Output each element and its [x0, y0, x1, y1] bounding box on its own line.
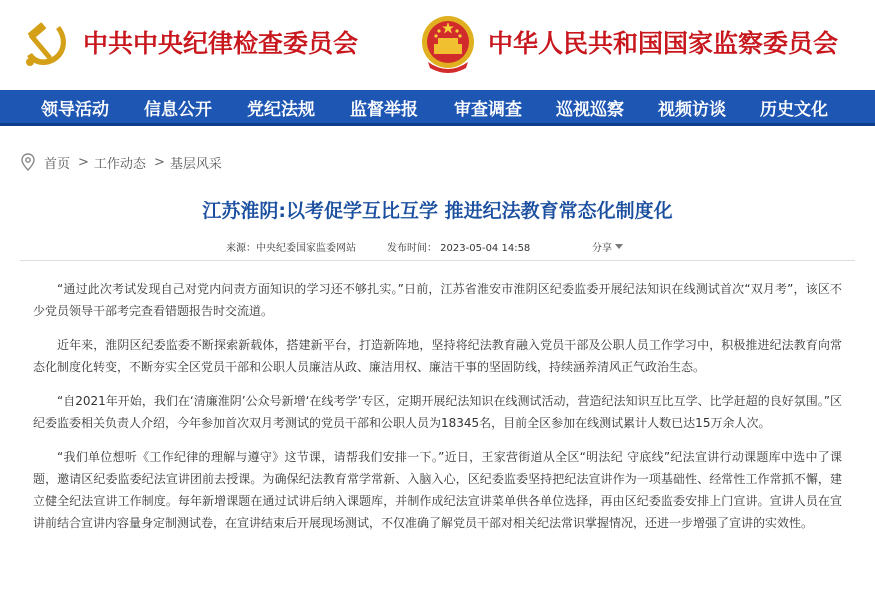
party-emblem-icon[interactable] [20, 18, 74, 72]
breadcrumb [20, 152, 222, 172]
article-body [33, 278, 842, 546]
nav-item-regulations[interactable]: 党纪法规 [247, 100, 315, 120]
site-title-cc: 中共中央纪律检查委员会 [83, 29, 359, 58]
share-label: 分享 [592, 243, 612, 254]
article-paragraph: 近年来，淮阴区纪委监委不断探索新载体，搭建新平台，打造新阵地，坚持将纪法教育融入党员干部及公职人员工作学习中，积极推进纪法教育向常态化制度化转变，不断夯实全区党员干部和公职人员廉洁从政、廉洁用权、廉洁干事的坚固防线，持续涵养清风正气政治生态。 [33, 338, 842, 374]
main-nav [0, 90, 875, 126]
article-paragraph: “我们单位想听《工作纪律的理解与遵守》这节课，请帮我们安排一下。”近日，王家营街道从全区“明法纪 守底线”纪法宣讲行动课题库中选中了课题，邀请区纪委监委纪法宣讲团前去授课。为确保纪法教育常学常新、入脑入心，区纪委监委坚持把纪法宣讲作为一项基础性、经常性工作常抓不懈，建立健全纪法宣讲工作制度。每年新增课题在通过试讲后纳入课题库，并制作成纪法宣讲菜单供各单位选择，再由区纪委监委安排上门宣讲。宣讲人员在宣讲前结合宣讲内容量身定制测试卷，在宣讲结束后开展现场测试，不仅准确了解党员干部对相关纪法常识掌握情况，还进一步增强了宣讲的实效性。 [33, 450, 842, 530]
breadcrumb-separator: > [78, 154, 89, 170]
article-source: 来源：中央纪委国家监委网站 [226, 243, 356, 254]
national-emblem-icon[interactable] [420, 14, 476, 76]
nav-item-leadership[interactable]: 领导活动 [41, 100, 109, 120]
nav-item-investigation[interactable]: 审查调查 [454, 100, 522, 120]
share-button[interactable] [592, 239, 623, 254]
article-paragraph: “通过此次考试发现自己对党内问责方面知识的学习还不够扎实。”日前，江苏省淮安市淮阴区纪委监委开展纪法知识在线测试首次“双月考”，该区不少党员领导干部考完查看错题报告时交流道。 [33, 282, 842, 318]
location-pin-icon [20, 153, 36, 171]
article-publish-time: 发布时间： 2023-05-04 14:58 [387, 243, 531, 254]
nav-item-history-culture[interactable]: 历史文化 [760, 100, 828, 120]
breadcrumb-home[interactable]: 首页 [44, 156, 71, 172]
nav-item-inspection[interactable]: 巡视巡察 [556, 100, 624, 120]
site-header [0, 0, 875, 90]
nav-item-info-disclosure[interactable]: 信息公开 [144, 100, 212, 120]
nav-item-video-interview[interactable]: 视频访谈 [658, 100, 726, 120]
breadcrumb-grassroots[interactable]: 基层风采 [169, 156, 222, 172]
article-paragraph: “自2021年开始，我们在‘清廉淮阴’公众号新增‘在线考学’专区，定期开展纪法知识在线测试活动，营造纪法知识互比互学、比学赶超的良好氛围。”区纪委监委相关负责人介绍，今年参加首次双月考测试的党员干部和公职人员为18345名，目前全区参加在线测试累计人数已达15万余人次。 [33, 394, 842, 430]
breadcrumb-separator: > [153, 154, 165, 170]
caret-down-icon [615, 244, 623, 249]
divider [20, 260, 855, 261]
site-title-nsc: 中华人民共和国国家监察委员会 [488, 29, 839, 58]
nav-item-supervision-report[interactable]: 监督举报 [350, 100, 418, 120]
article-title: 江苏淮阴:以考促学互比互学 推进纪法教育常态化制度化 [202, 200, 673, 222]
breadcrumb-work-news[interactable]: 工作动态 [93, 156, 146, 172]
